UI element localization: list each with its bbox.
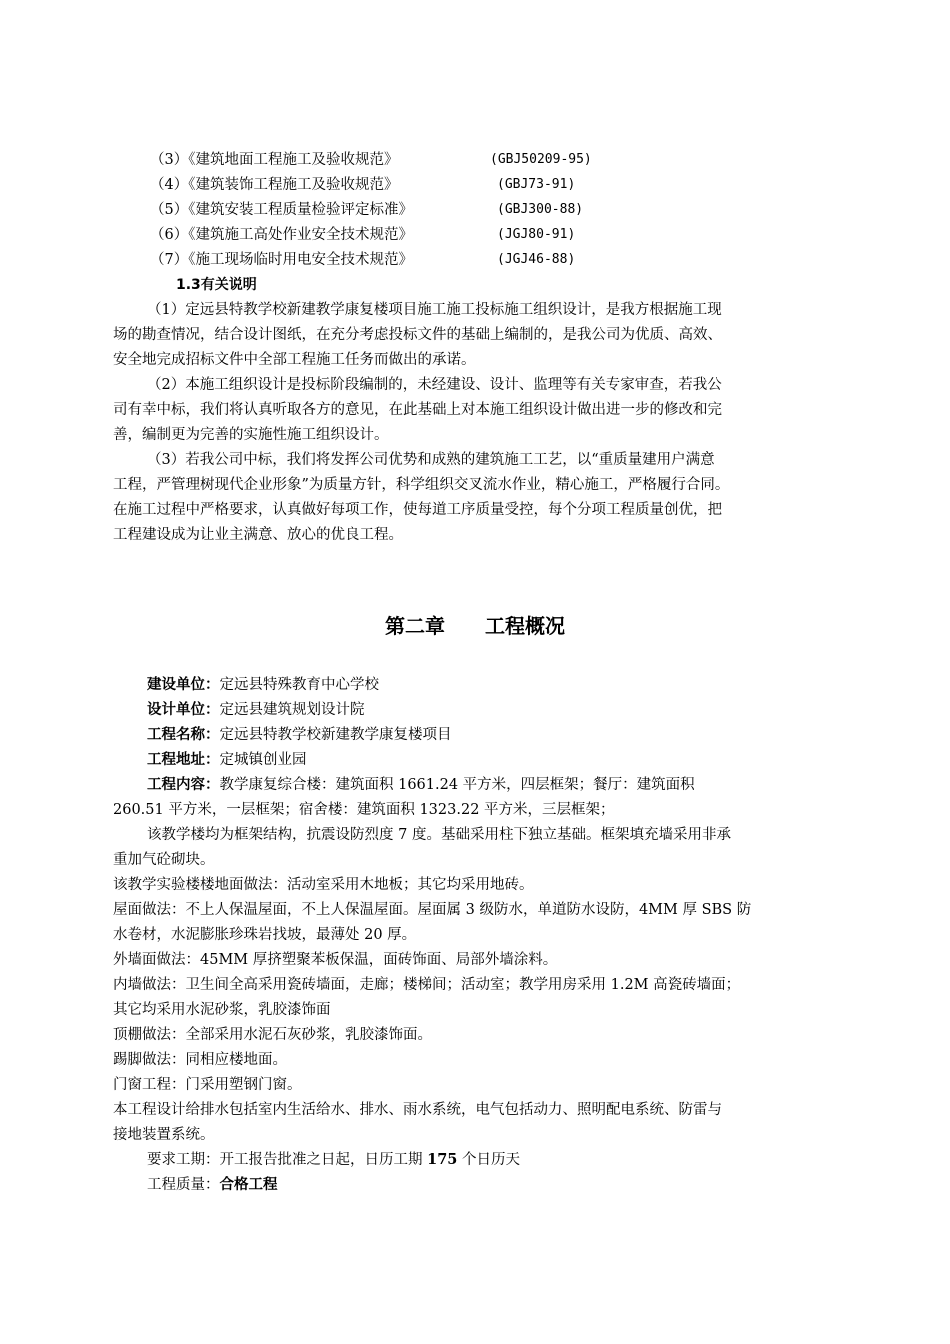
quality-value: 合格工程: [219, 1176, 278, 1193]
info-value: 教学康复综合楼：建筑面积 1661.24 平方米，四层框架；餐厅：建筑面积: [219, 777, 695, 793]
standard-code: (JGJ46-88): [497, 252, 576, 267]
paragraph-line: 在施工过程中严格要求，认真做好每项工作，使每道工序质量受控，每个分项工程质量创优，把: [113, 502, 722, 518]
detail-line: 内墙做法：卫生间全高采用瓷砖墙面，走廊；楼梯间；活动室；教学用房采用 1.2M 高瓷砖墙面；: [113, 977, 741, 993]
detail-line: 本工程设计给排水包括室内生活给水、排水、雨水系统，电气包括动力、照明配电系统、防雷与: [113, 1102, 722, 1118]
paragraph-line: 司有幸中标，我们将认真听取各方的意见，在此基础上对本施工组织设计做出进一步的修改和完: [113, 402, 722, 418]
info-builder: [147, 675, 379, 695]
paragraph-line: 场的勘查情况，结合设计图纸，在充分考虑投标文件的基础上编制的，是我公司为优质、高效、: [113, 327, 722, 343]
standard-code: (GBJ300-88): [497, 202, 584, 217]
info-label: 建设单位：: [147, 676, 220, 693]
info-value: 定远县建筑规划设计院: [219, 702, 365, 718]
quality-label: 工程质量：: [147, 1177, 220, 1193]
chapter-title: 工程概况: [485, 614, 565, 638]
detail-line: 水卷材，水泥膨胀珍珠岩找坡，最薄处 20 厚。: [113, 927, 417, 943]
info-address: [147, 750, 307, 770]
schedule-suffix: 个日历天: [457, 1152, 520, 1168]
chapter-heading: [0, 610, 950, 639]
paragraph-line: 工程，严管理树现代企业形象”为质量方针，科学组织交叉流水作业，精心施工，严格履行合同。: [113, 477, 730, 493]
paragraph-line: 工程建设成为让业主满意、放心的优良工程。: [113, 527, 403, 543]
detail-line: 踢脚做法：同相应楼地面。: [113, 1052, 287, 1068]
standard-name: （6）《建筑施工高处作业安全技术规范》: [150, 227, 413, 243]
chapter-number: 第二章: [385, 614, 445, 638]
section-heading: 1.3有关说明: [176, 277, 257, 293]
detail-line: 其它均采用水泥砂浆，乳胶漆饰面: [113, 1002, 331, 1018]
detail-line: 门窗工程：门采用塑钢门窗。: [113, 1077, 302, 1093]
schedule-days: 175: [427, 1151, 458, 1168]
standard-name: （3）《建筑地面工程施工及验收规范》: [150, 152, 399, 168]
standard-name: （4）《建筑装饰工程施工及验收规范》: [150, 177, 399, 193]
detail-line: 接地装置系统。: [113, 1127, 215, 1143]
detail-line: 外墙面做法：45MM 厚挤塑聚苯板保温，面砖饰面、局部外墙涂料。: [113, 952, 558, 968]
info-value: 定远县特教学校新建教学康复楼项目: [219, 727, 452, 743]
quality-line: [147, 1175, 278, 1195]
standard-name: （5）《建筑安装工程质量检验评定标准》: [150, 202, 413, 218]
standard-name: （7）《施工现场临时用电安全技术规范》: [150, 252, 413, 268]
info-content-cont: 260.51 平方米，一层框架；宿舍楼：建筑面积 1323.22 平方米，三层框架；: [113, 802, 615, 818]
detail-line: 该教学楼均为框架结构，抗震设防烈度 7 度。基础采用柱下独立基础。框架填充墙采用非承: [147, 827, 731, 843]
info-project-name: [147, 725, 452, 745]
standard-code: (GBJ50209-95): [490, 152, 592, 167]
detail-line: 顶棚做法：全部采用水泥石灰砂浆，乳胶漆饰面。: [113, 1027, 432, 1043]
standard-code: (GBJ73-91): [497, 177, 576, 192]
schedule-line: [147, 1150, 520, 1170]
info-designer: [147, 700, 365, 720]
paragraph-line: （2）本施工组织设计是投标阶段编制的，未经建设、设计、监理等有关专家审查，若我公: [147, 377, 722, 393]
paragraph-line: 安全地完成招标文件中全部工程施工任务而做出的承诺。: [113, 352, 476, 368]
paragraph-line: （3）若我公司中标，我们将发挥公司优势和成熟的建筑施工工艺，以“重质量建用户满意: [147, 452, 715, 468]
info-value: 定远县特殊教育中心学校: [219, 677, 379, 693]
info-content: [147, 775, 695, 795]
detail-line: 该教学实验楼楼地面做法：活动室采用木地板；其它均采用地砖。: [113, 877, 534, 893]
info-label: 设计单位：: [147, 701, 220, 718]
paragraph-line: （1）定远县特教学校新建教学康复楼项目施工施工投标施工组织设计，是我方根据施工现: [147, 302, 722, 318]
info-label: 工程地址：: [147, 751, 220, 768]
schedule-prefix: 要求工期：开工报告批准之日起，日历工期: [147, 1152, 428, 1168]
info-label: 工程内容：: [147, 776, 220, 793]
info-label: 工程名称：: [147, 726, 220, 743]
standard-code: (JGJ80-91): [497, 227, 576, 242]
paragraph-line: 善，编制更为完善的实施性施工组织设计。: [113, 427, 389, 443]
info-value: 定城镇创业园: [219, 752, 307, 768]
detail-line: 屋面做法：不上人保温屋面，不上人保温屋面。屋面属 3 级防水，单道防水设防，4MM 厚 SBS 防: [113, 902, 752, 918]
detail-line: 重加气砼砌块。: [113, 852, 215, 868]
